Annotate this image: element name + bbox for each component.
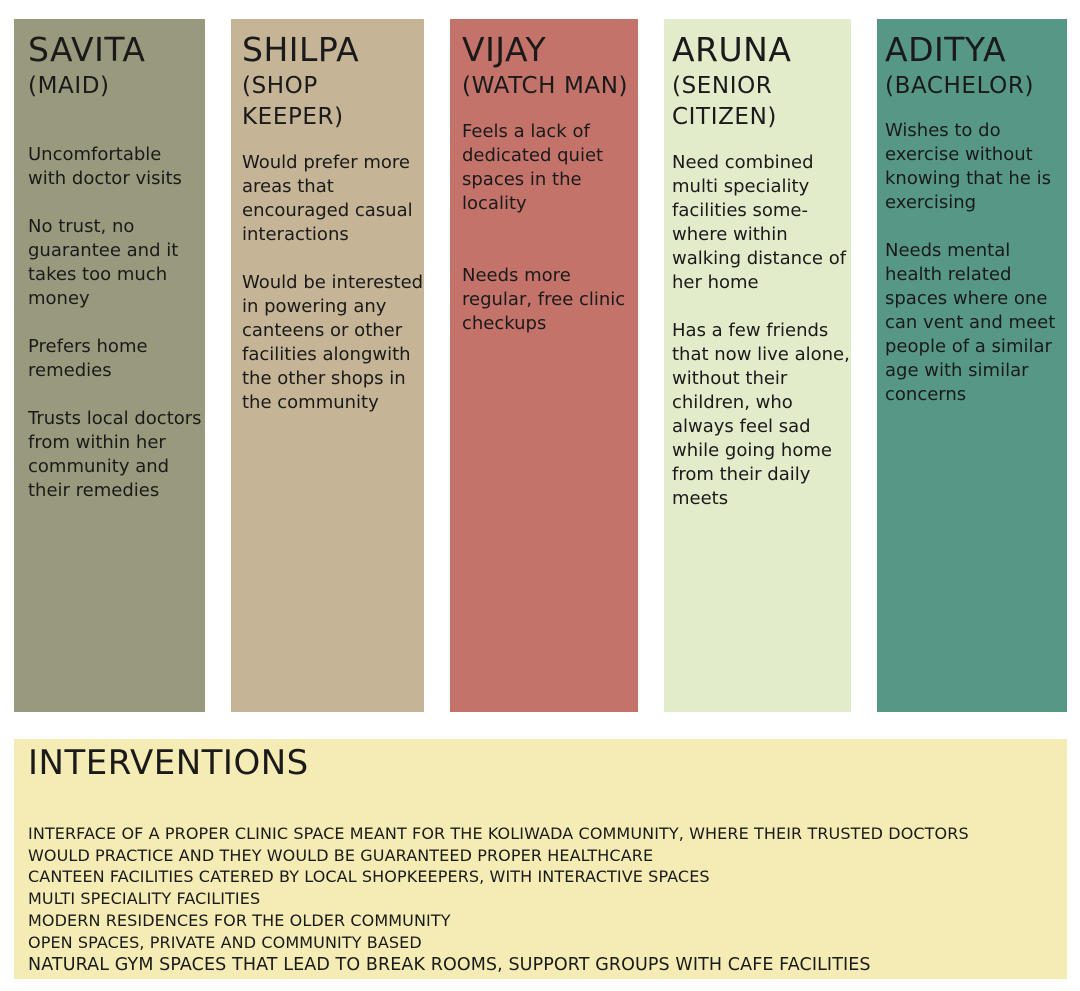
persona-name: ARUNA	[672, 30, 792, 69]
persona-note: Uncomfortable with doctor visits	[28, 144, 182, 189]
persona-card-vijay	[450, 19, 638, 712]
persona-role: (SENIOR CITIZEN)	[672, 73, 777, 130]
persona-note: Feels a lack of dedicated quiet spaces in the locality	[462, 121, 604, 214]
persona-note: Has a few friends that now live alone, without their children, who always feel sad while going home from their daily meets	[672, 320, 850, 509]
intervention-item: MULTI SPECIALITY FACILITIES	[28, 889, 261, 909]
persona-note: Needs mental health related spaces where one can vent and meet people of a similar age with similar concerns	[885, 240, 1056, 405]
persona-notes	[242, 151, 424, 415]
persona-role: (WATCH MAN)	[462, 73, 629, 99]
interventions-title: INTERVENTIONS	[28, 743, 309, 783]
intervention-item: WOULD PRACTICE AND THEY WOULD BE GUARANTEED PROPER HEALTHCARE	[28, 845, 654, 865]
persona-notes	[885, 119, 1067, 407]
intervention-item: MODERN RESIDENCES FOR THE OLDER COMMUNITY	[28, 910, 451, 930]
persona-card-shilpa	[231, 19, 424, 712]
persona-role: (MAID)	[28, 73, 110, 99]
persona-note: Trusts local doctors from within her community and their remedies	[28, 408, 202, 501]
persona-note: No trust, no guarantee and it takes too much money	[28, 216, 179, 309]
persona-note: Prefers home remedies	[28, 336, 148, 381]
persona-notes	[28, 143, 205, 503]
intervention-item: INTERFACE OF A PROPER CLINIC SPACE MEANT FOR THE KOLIWADA COMMUNITY, WHERE THEIR TRUSTED DOCTORS	[28, 824, 969, 843]
persona-name: VIJAY	[462, 30, 547, 69]
persona-card-aruna	[664, 19, 851, 712]
intervention-item: CANTEEN FACILITIES CATERED BY LOCAL SHOPKEEPERS, WITH INTERACTIVE SPACES	[28, 867, 710, 887]
persona-card-savita	[14, 19, 205, 712]
persona-notes	[462, 120, 638, 336]
persona-name: SAVITA	[28, 30, 146, 69]
intervention-item: NATURAL GYM SPACES THAT LEAD TO BREAK ROOMS, SUPPORT GROUPS WITH CAFE FACILITIES	[28, 955, 871, 976]
persona-role: (SHOP KEEPER)	[242, 73, 344, 130]
intervention-item: OPEN SPACES, PRIVATE AND COMMUNITY BASED	[28, 932, 422, 952]
persona-note: Would be interested in powering any canteens or other facilities alongwith the other shops in the community	[242, 272, 424, 413]
interventions-panel	[14, 739, 1067, 979]
persona-name: ADITYA	[885, 30, 1007, 69]
persona-note: Need combined multi speciality facilities some-where within walking distance of her home	[672, 152, 847, 293]
persona-note: Needs more regular, free clinic checkups	[462, 265, 626, 334]
persona-notes	[672, 151, 851, 511]
persona-note: Wishes to do exercise without knowing that he is exercising	[885, 120, 1051, 213]
persona-note: Would prefer more areas that encouraged casual interactions	[242, 152, 413, 245]
interventions-list	[28, 823, 1067, 977]
persona-card-aditya	[877, 19, 1067, 712]
persona-role: (BACHELOR)	[885, 73, 1035, 99]
persona-name: SHILPA	[242, 30, 360, 69]
